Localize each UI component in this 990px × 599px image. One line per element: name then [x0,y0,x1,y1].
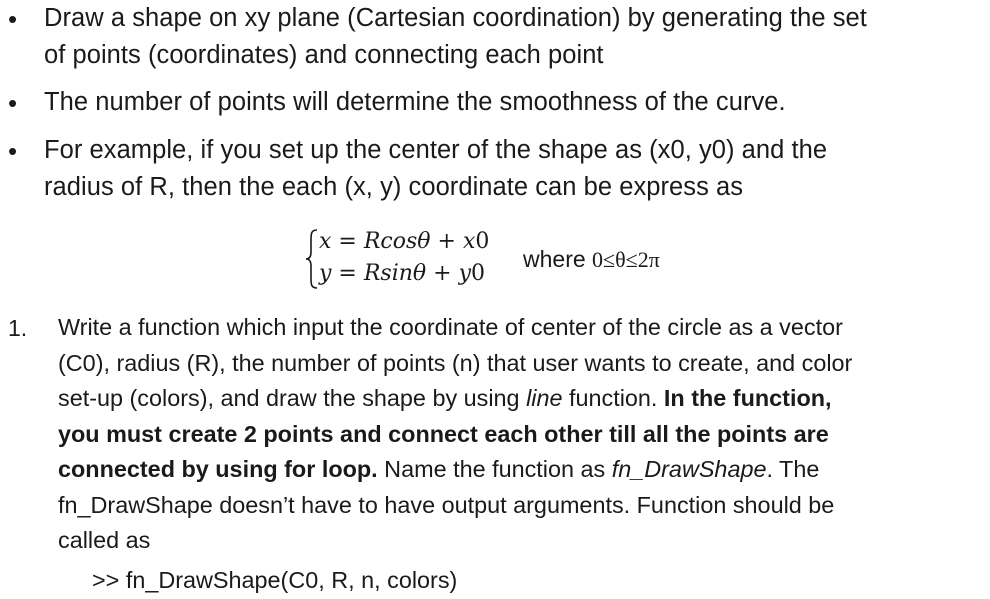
equation-y: y = Rsinθ + y0 [319,261,486,286]
bullet-text [44,132,984,206]
bullet-text [44,0,984,74]
parametric-equation [305,226,725,296]
task-text [58,310,978,559]
function-call-example: >> fn_DrawShape(C0, R, n, colors) [92,567,458,593]
bullet-text [44,84,984,121]
task-line-bold: you must create 2 points and connect each other till all the points are [58,420,829,447]
bullet-marker: • [8,4,18,34]
task-line: connected by using for loop. Name the function as fn_DrawShape. The [58,456,820,482]
bullet-line: Draw a shape on xy plane (Cartesian coordination) by generating the set [44,4,867,32]
task-line: (C0), radius (R), the number of points (n) that user wants to create, and color [58,349,853,376]
bullet-line: radius of R, then the each (x, y) coordinate can be express as [44,173,744,201]
bullet-marker: • [8,88,18,118]
bullet-line: For example, if you set up the center of the shape as (x0, y0) and the [44,136,828,164]
task-line: fn_DrawShape doesn’t have to have output arguments. Function should be [58,491,835,518]
bullet-line: The number of points will determine the smoothness of the curve. [44,88,786,116]
left-brace-icon [305,228,319,290]
equation-x: x = Rcosθ + x0 [319,229,490,254]
bullet-marker: • [8,136,18,166]
theta-range: where 0≤θ≤2π [523,246,660,272]
task-number: 1. [8,315,28,341]
bullet-line: of points (coordinates) and connecting each point [44,41,604,69]
task-line: set-up (colors), and draw the shape by using line function. In the function, [58,385,832,411]
task-line: called as [58,527,151,553]
task-line: Write a function which input the coordinate of center of the circle as a vector [58,314,843,340]
